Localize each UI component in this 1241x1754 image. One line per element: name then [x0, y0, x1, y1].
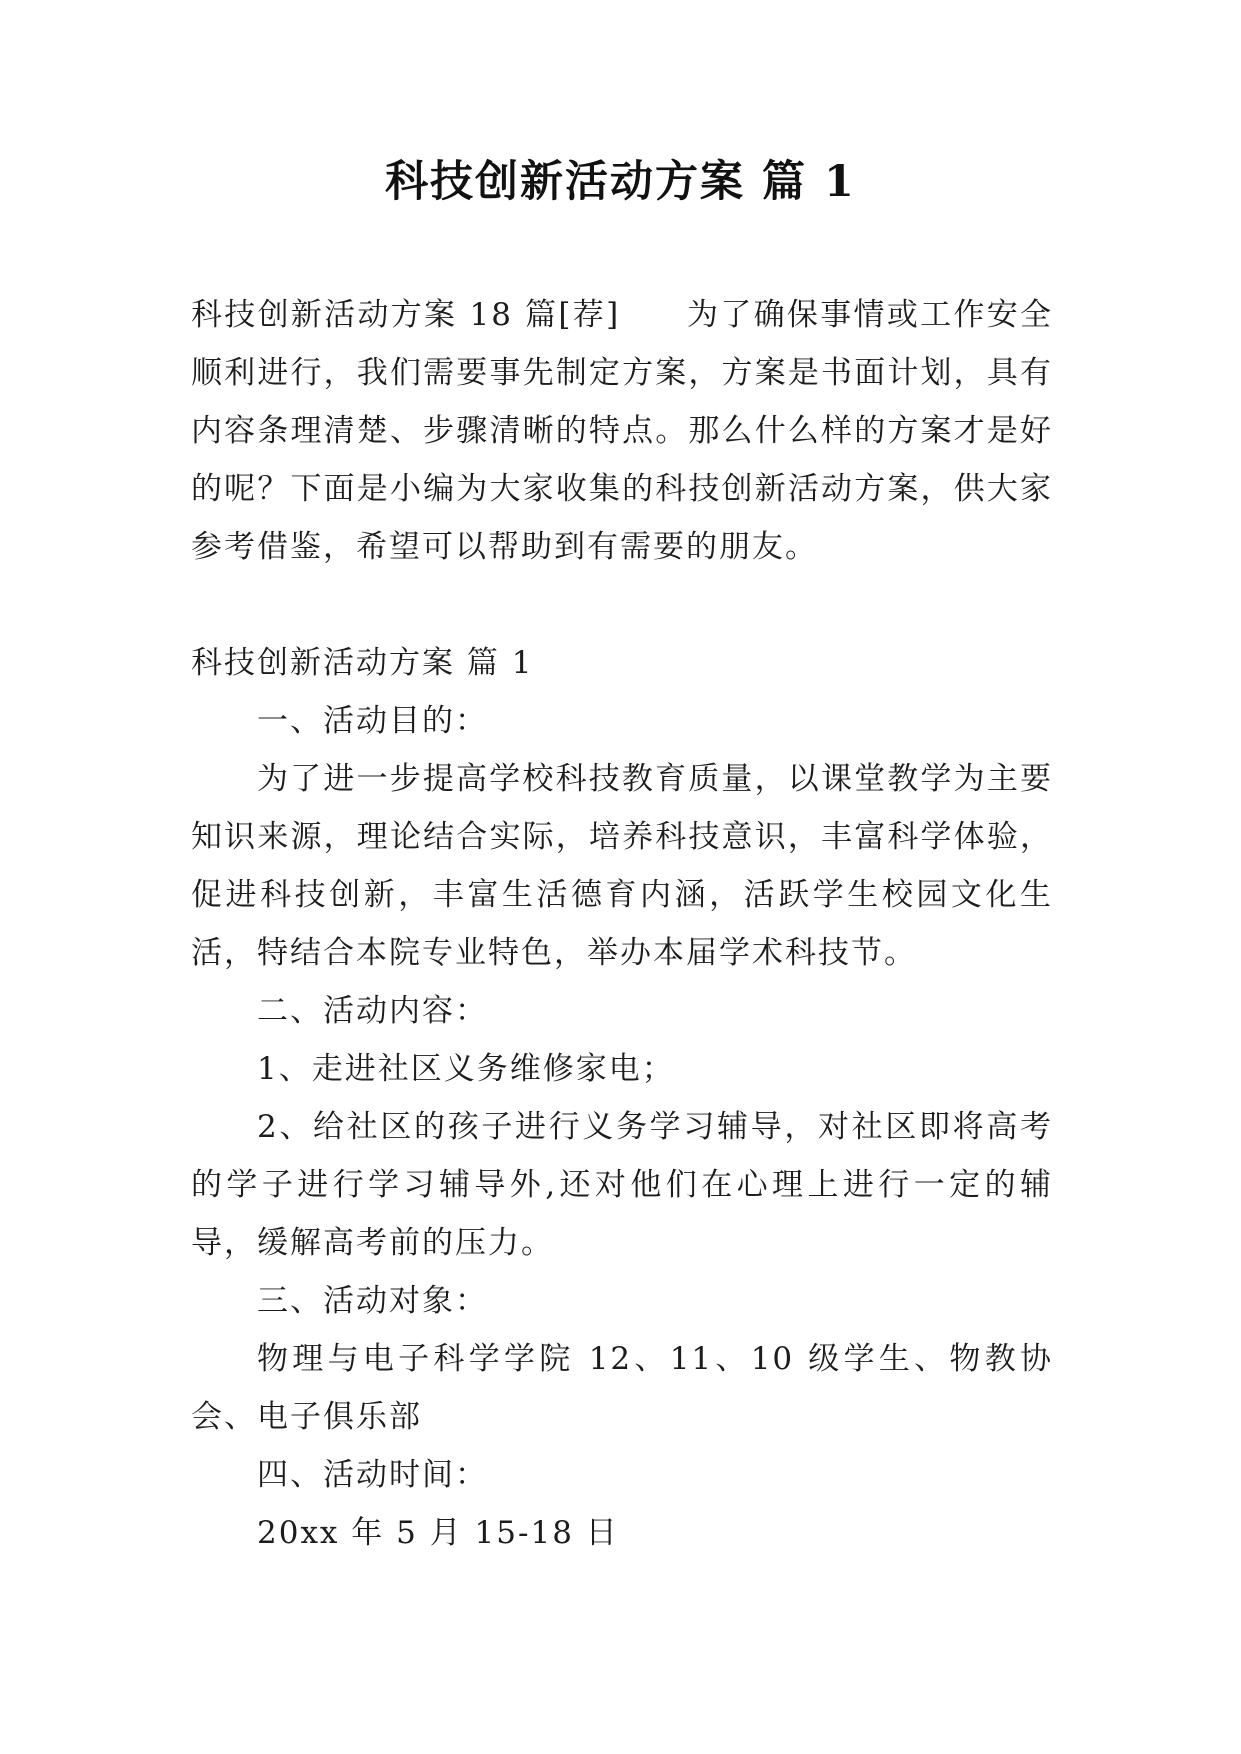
heading-activity-content: 二、活动内容： — [257, 993, 488, 1029]
document-title: 科技创新活动方案 篇 1 — [385, 157, 856, 207]
heading-activity-purpose: 一、活动目的： — [257, 703, 488, 739]
list-item-content-2: 2、给社区的孩子进行义务学习辅导，对社区即将高考的学子进行学习辅导外,还对他们在心理上进行一定的辅导，缓解高考前的压力。 — [191, 1109, 1053, 1261]
paragraph-activity-purpose: 为了进一步提高学校科技教育质量，以课堂教学为主要知识来源，理论结合实际，培养科技意识，丰富科学体验，促进科技创新，丰富生活德育内涵，活跃学生校园文化生活，特结合本院专业特色，举办本届学术科技节。 — [191, 761, 1053, 971]
paragraph-activity-time: 20xx 年 5 月 15-18 日 — [257, 1515, 619, 1551]
list-item-content-1: 1、走进社区义务维修家电； — [257, 1051, 675, 1087]
document-body — [191, 286, 1053, 1562]
heading-activity-time: 四、活动时间： — [257, 1457, 488, 1493]
paragraph-activity-target: 物理与电子科学学院 12、11、10 级学生、物教协会、电子俱乐部 — [191, 1341, 1053, 1435]
section-heading: 科技创新活动方案 篇 1 — [191, 645, 534, 681]
heading-activity-target: 三、活动对象： — [257, 1283, 488, 1319]
intro-paragraph: 科技创新活动方案 18 篇[荐] 为了确保事情或工作安全顺利进行，我们需要事先制定方案，方案是书面计划，具有内容条理清楚、步骤清晰的特点。那么什么样的方案才是好的呢？下面是小编为大家收集的科技创新活动方案，供大家参考借鉴，希望可以帮助到有需要的朋友。 — [191, 297, 1053, 565]
